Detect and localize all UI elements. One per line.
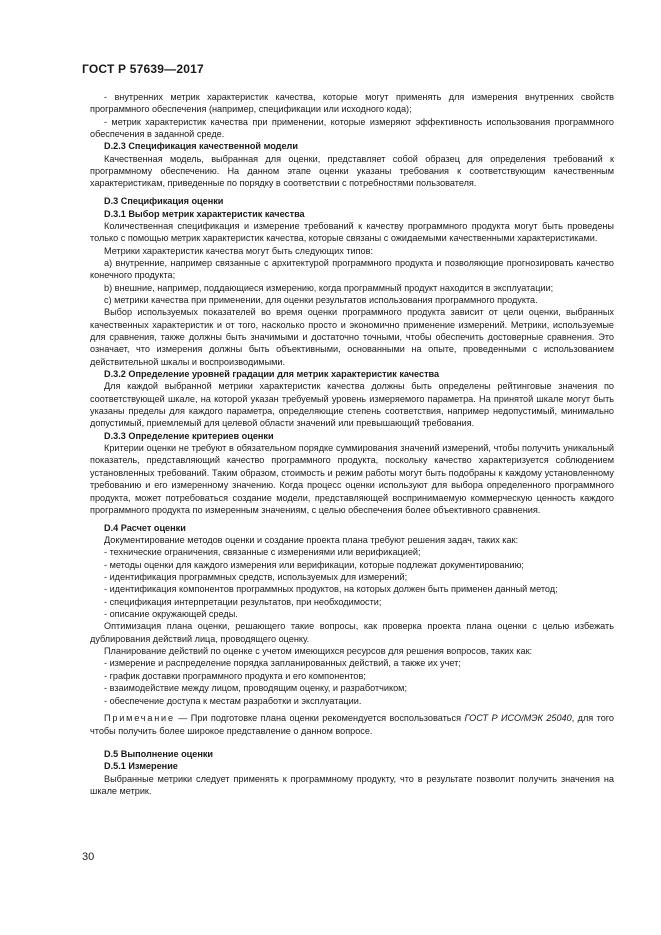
page-number: 30 <box>82 851 95 863</box>
subsection-heading: D.3.2 Определение уровней градации для метрик характеристик качества <box>104 369 440 380</box>
section-heading: D.3 Спецификация оценки <box>104 196 224 207</box>
paragraph: Количественная спецификация и измерение требований к качеству программного продукта могут быть проведены только с помощью метрик характеристик качества, которые связаны с ожидаемыми качественными характеристиками. <box>90 220 614 244</box>
paragraph: - спецификация интерпретации результатов, при необходимости; <box>104 596 382 607</box>
subsection-heading: D.3.1 Выбор метрик характеристик качества <box>104 208 305 219</box>
paragraph: - измерение и распределение порядка запланированных действий, а также их учет; <box>104 658 461 669</box>
paragraph: Выбранные метрики следует применять к программному продукту, что в результате позволит получить значения на шкале метрик. <box>90 773 614 797</box>
standard-reference: ГОСТ Р ИСО/МЭК 25040 <box>464 713 572 724</box>
paragraph: Оптимизация плана оценки, решающего такие вопросы, как проверка проекта плана оценки с целью избежать дублирования действий лица, проводящего оценку. <box>90 621 614 644</box>
paragraph: b) внешние, например, поддающиеся измерению, когда программный продукт находится в эксплуатации; <box>104 282 554 293</box>
paragraph: c) метрики качества при применении, для оценки результатов использования программного продукта. <box>104 295 538 305</box>
paragraph: - методы оценки для каждого измерения или верификации, которые подлежат документированию; <box>104 559 524 570</box>
paragraph: - график доставки программного продукта и его компонентов; <box>104 670 366 681</box>
note-paragraph: Примечание — При подготовке плана оценки рекомендуется воспользоваться ГОСТ Р ИСО/МЭК 25040, для того чтобы получить более широкое представление о данном вопросе. <box>90 713 614 736</box>
paragraph: - идентификация программных средств, используемых для измерений; <box>104 572 408 583</box>
paragraph: Критерии оценки не требуют в обязательном порядке суммирования значений измерений, чтобы получить уникальный показатель, представляющий качество программного продукта, поскольку качество характеризуется соблюдением установленных требований. Таким образом, стоимость и режим работы могут быть подобраны к каждому установленному требованию и его измеренному значению. Когда процесс оценки используют для выбора определенного программного продукта, может потребоваться создание модели, представляющей воспринимаемую коммерческую ценность каждого программного продукта по измеренным значениям, с целью обеспечения более объективного сравнения. <box>90 443 614 515</box>
paragraph: - метрик характеристик качества при применении, которые измеряют эффективность использования программного обеспечения в заданной среде. <box>90 116 614 140</box>
paragraph: Документирование методов оценки и создание проекта плана требуют решения задач, таких как: <box>104 535 519 546</box>
paragraph: - внутренних метрик характеристик качества, которые могут применять для измерения внутренних свойств программного обеспечения (например, спецификации или исходного кода); <box>90 92 614 115</box>
paragraph: - идентификация компонентов программных продуктов, на которых должен быть применен данный метод; <box>104 584 558 595</box>
section-heading: D.5 Выполнение оценки <box>104 749 214 760</box>
paragraph: - взаимодействие между лицом, проводящим оценку, и разработчиком; <box>104 683 407 694</box>
section-heading: D.4 Расчет оценки <box>104 522 186 533</box>
note-label: Примечание <box>104 713 175 724</box>
paragraph: a) внутренние, например связанные с архитектурой программного продукта и позволяющие прогнозировать качество конечного продукта; <box>90 257 614 281</box>
subsection-heading: D.5.1 Измерение <box>104 761 178 772</box>
paragraph: Выбор используемых показателей во время оценки программного продукта зависит от цели оценки, выбранных качественных характеристик и от того, насколько просто и экономично применение измерений. Метрики, используемые для сравнения, также должны быть значимыми и достаточно точными, чтобы обеспечить достоверные сравнения. Это означает, что измерения должны быть объективными, основанными на опыте, проведенными с использованием действительной шкалы и воспроизводимыми. <box>90 307 614 367</box>
paragraph: Планирование действий по оценке с учетом имеющихся ресурсов для решения вопросов, таких как: <box>104 646 533 657</box>
document-body <box>90 91 614 797</box>
paragraph: Метрики характеристик качества могут быть следующих типов: <box>104 245 373 256</box>
paragraph: Качественная модель, выбранная для оценки, представляет собой образец для определения требований к программному обеспечению. На данном этапе оценки указаны требования к соответствующим качественным характеристикам, приведенные по порядку в соответствии с потребностями пользователя. <box>90 153 614 189</box>
paragraph: Для каждой выбранной метрики характеристик качества должны быть определены рейтинговые значения по соответствующей шкале, на которой указан требуемый уровень измеряемого параметра. На принятой шкале могут быть указаны пределы для каждого параметра, определяющие степень соответствия, например недопустимый, минимально допустимый, приемлемый для целевой области значений или превышающий требования. <box>90 381 614 429</box>
paragraph: - обеспечение доступа к местам разработки и эксплуатации. <box>104 695 362 706</box>
subsection-heading: D.2.3 Спецификация качественной модели <box>104 141 298 152</box>
subsection-heading: D.3.3 Определение критериев оценки <box>104 430 274 441</box>
paragraph: - описание окружающей среды. <box>104 609 238 620</box>
paragraph: - технические ограничения, связанные с измерениями или верификацией; <box>104 547 421 558</box>
document-header: ГОСТ Р 57639—2017 <box>82 62 204 76</box>
